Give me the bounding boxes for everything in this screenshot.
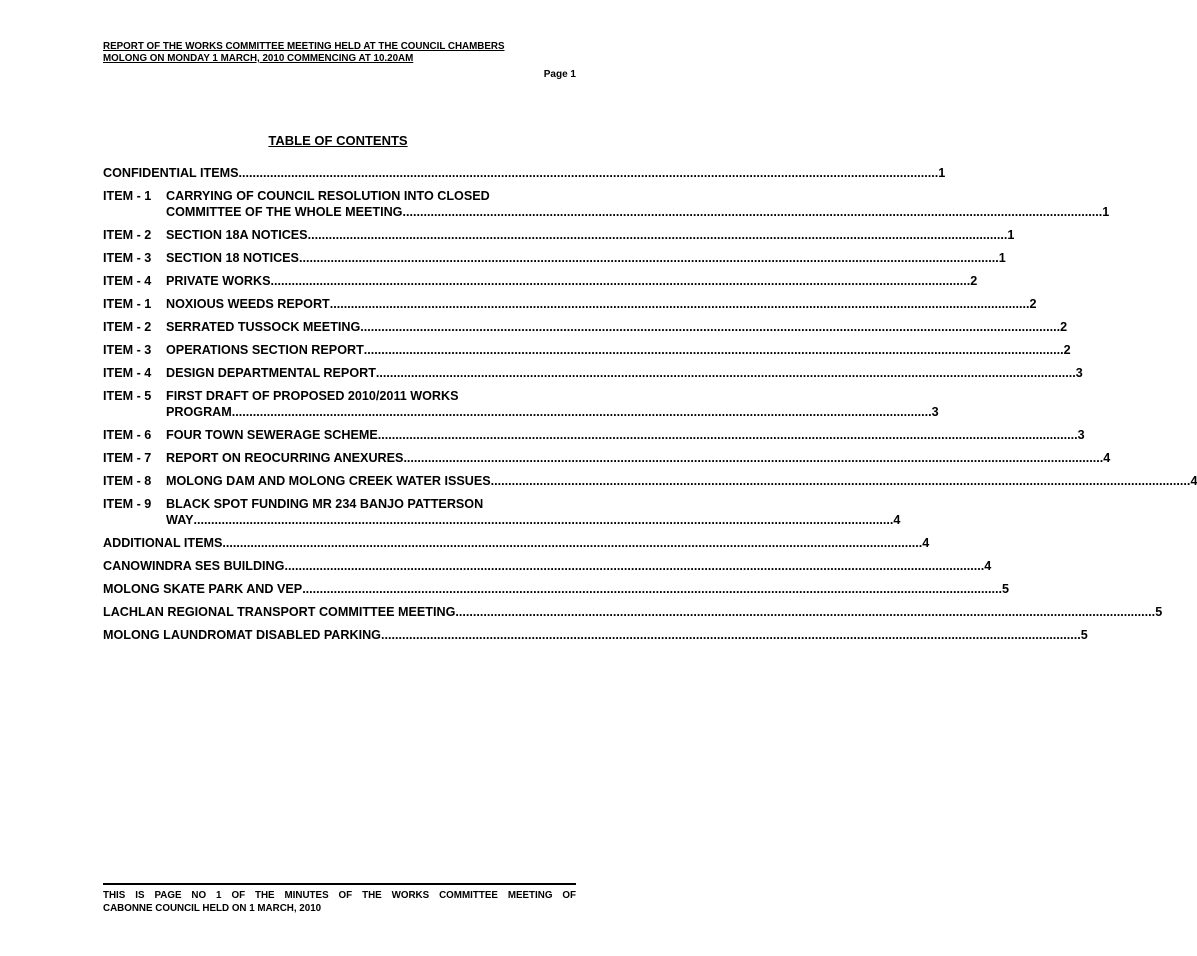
toc-entry-body [166, 342, 1071, 358]
toc-page-number: 2 [1063, 343, 1071, 357]
toc-entry-title: CONFIDENTIAL ITEMS [103, 166, 239, 180]
toc-item-number: ITEM - 5 [103, 389, 152, 403]
dot-leader [239, 165, 939, 181]
toc-entry[interactable] [103, 319, 1068, 335]
page-number: Page 1 [543, 69, 576, 80]
toc-page-number: 4 [922, 536, 930, 550]
toc-entry-body [166, 388, 939, 420]
toc-entry-body [166, 473, 1197, 489]
toc-page-number: 2 [1029, 297, 1037, 311]
dot-leader [284, 558, 984, 574]
toc-item-number: ITEM - 1 [103, 189, 152, 203]
toc-page-number: 3 [1077, 428, 1085, 442]
toc-entry[interactable] [103, 342, 1071, 358]
toc-entry[interactable] [103, 450, 1111, 466]
toc-entry-title: MOLONG LAUNDROMAT DISABLED PARKING [103, 628, 381, 642]
toc-entry-body [166, 450, 1110, 466]
toc-entry[interactable] [103, 250, 1006, 266]
dot-leader [222, 535, 922, 551]
toc-entry-body [166, 319, 1067, 335]
toc-entry-title: BLACK SPOT FUNDING MR 234 BANJO PATTERSON [166, 497, 484, 511]
dot-leader [308, 227, 1008, 243]
toc-entry-title: REPORT ON REOCURRING ANEXURES [166, 451, 404, 465]
toc-page-number: 3 [931, 405, 939, 419]
toc-entry-title: CANOWINDRA SES BUILDING [103, 559, 285, 573]
toc-entry[interactable] [103, 273, 978, 289]
toc-page-number: 1 [998, 251, 1006, 265]
dot-leader [299, 250, 999, 266]
toc-item-number: ITEM - 2 [103, 320, 152, 334]
footer-line-2: CABONNE COUNCIL HELD ON 1 MARCH, 2010 [103, 903, 322, 914]
toc-page-number: 4 [1190, 474, 1197, 488]
toc-entry[interactable] [103, 227, 1015, 243]
toc-item-number: ITEM - 4 [103, 274, 152, 288]
toc-entry[interactable] [103, 535, 930, 551]
toc-entry-title: OPERATIONS SECTION REPORT [166, 343, 364, 357]
dot-leader [381, 627, 1081, 643]
toc-entry[interactable] [103, 558, 992, 574]
toc-item-number: ITEM - 4 [103, 366, 152, 380]
toc-entry-body [166, 273, 977, 289]
toc-page-number: 5 [1155, 605, 1163, 619]
toc-item-number: ITEM - 9 [103, 497, 152, 511]
toc-entry-title: SECTION 18A NOTICES [166, 228, 308, 242]
toc-entry-title: CARRYING OF COUNCIL RESOLUTION INTO CLOSED [166, 189, 490, 203]
dot-leader [360, 319, 1060, 335]
toc-entry[interactable] [103, 188, 1110, 220]
toc-entry[interactable] [103, 473, 1197, 489]
toc-item-number: ITEM - 6 [103, 428, 152, 442]
dot-leader [194, 512, 894, 528]
dot-leader [270, 273, 970, 289]
toc-page-number: 5 [1080, 628, 1088, 642]
toc-page-number: 5 [1001, 582, 1009, 596]
dot-leader [403, 450, 1103, 466]
toc-entry-title: FOUR TOWN SEWERAGE SCHEME [166, 428, 378, 442]
toc-entry-body [166, 227, 1014, 243]
page-header [103, 41, 576, 80]
toc-page-number: 2 [970, 274, 978, 288]
toc-entry-title: ADDITIONAL ITEMS [103, 536, 223, 550]
toc-page-number: 2 [1060, 320, 1068, 334]
dot-leader [402, 204, 1102, 220]
toc-entry[interactable] [103, 627, 1088, 643]
toc-entry-body [166, 496, 900, 528]
toc-item-number: ITEM - 3 [103, 251, 152, 265]
toc-item-number: ITEM - 1 [103, 297, 152, 311]
toc-entry-body [103, 535, 929, 551]
dot-leader [364, 342, 1064, 358]
header-line-2: MOLONG ON MONDAY 1 MARCH, 2010 COMMENCING AT 10.20AM [103, 53, 414, 64]
toc-page-number: 1 [938, 166, 946, 180]
toc-entry-title: LACHLAN REGIONAL TRANSPORT COMMITTEE MEETING [103, 605, 456, 619]
toc-entry[interactable] [103, 296, 1037, 312]
toc-entry-body [166, 296, 1037, 312]
toc-page-number: 3 [1075, 366, 1083, 380]
toc-entry-title: COMMITTEE OF THE WHOLE MEETING [166, 205, 403, 219]
toc-page-number: 4 [893, 513, 901, 527]
toc-entry-body [166, 365, 1083, 381]
toc-page-number: 1 [1007, 228, 1015, 242]
dot-leader [378, 427, 1078, 443]
toc-entry-body [166, 188, 1109, 220]
toc-entry-title: SECTION 18 NOTICES [166, 251, 299, 265]
dot-leader [232, 404, 932, 420]
toc-entry-body [103, 604, 1162, 620]
toc-entry[interactable] [103, 496, 901, 528]
toc-entry-body [103, 558, 991, 574]
toc-entry-title: SERRATED TUSSOCK MEETING [166, 320, 361, 334]
toc-entry[interactable] [103, 365, 1083, 381]
toc-entry-title: MOLONG DAM AND MOLONG CREEK WATER ISSUES [166, 474, 491, 488]
footer-line-1: THIS IS PAGE NO 1 OF THE MINUTES OF THE WORKS COMMITTEE MEETING OF [103, 890, 576, 901]
toc-entry-title: NOXIOUS WEEDS REPORT [166, 297, 330, 311]
toc-entry-body [103, 627, 1088, 643]
toc-item-number: ITEM - 7 [103, 451, 152, 465]
toc-entry-title: DESIGN DEPARTMENTAL REPORT [166, 366, 376, 380]
toc-entry-body [103, 165, 945, 181]
toc-entry[interactable] [103, 388, 939, 420]
toc-entry-title: WAY [166, 513, 194, 527]
dot-leader [330, 296, 1030, 312]
toc-entry[interactable] [103, 165, 946, 181]
toc-entry-title: PRIVATE WORKS [166, 274, 271, 288]
toc-entry[interactable] [103, 581, 1009, 597]
toc-page-number: 1 [1102, 205, 1110, 219]
toc-entry-body [103, 581, 1009, 597]
page-footer [103, 883, 576, 915]
dot-leader [376, 365, 1076, 381]
toc-item-number: ITEM - 8 [103, 474, 152, 488]
toc-entry-title: PROGRAM [166, 405, 232, 419]
header-line-1: REPORT OF THE WORKS COMMITTEE MEETING HELD AT THE COUNCIL CHAMBERS [103, 41, 505, 52]
toc-entry-body [166, 427, 1085, 443]
toc-title: TABLE OF CONTENTS [268, 133, 408, 148]
dot-leader [491, 473, 1191, 489]
toc-page-number: 4 [984, 559, 992, 573]
dot-leader [302, 581, 1002, 597]
toc-entry-title: FIRST DRAFT OF PROPOSED 2010/2011 WORKS [166, 389, 459, 403]
table-of-contents [103, 165, 1197, 650]
toc-entry[interactable] [103, 427, 1085, 443]
toc-page-number: 4 [1103, 451, 1111, 465]
toc-item-number: ITEM - 2 [103, 228, 152, 242]
toc-item-number: ITEM - 3 [103, 343, 152, 357]
toc-entry-body [166, 250, 1006, 266]
toc-entry-title: MOLONG SKATE PARK AND VEP [103, 582, 303, 596]
toc-entry[interactable] [103, 604, 1163, 620]
dot-leader [455, 604, 1155, 620]
